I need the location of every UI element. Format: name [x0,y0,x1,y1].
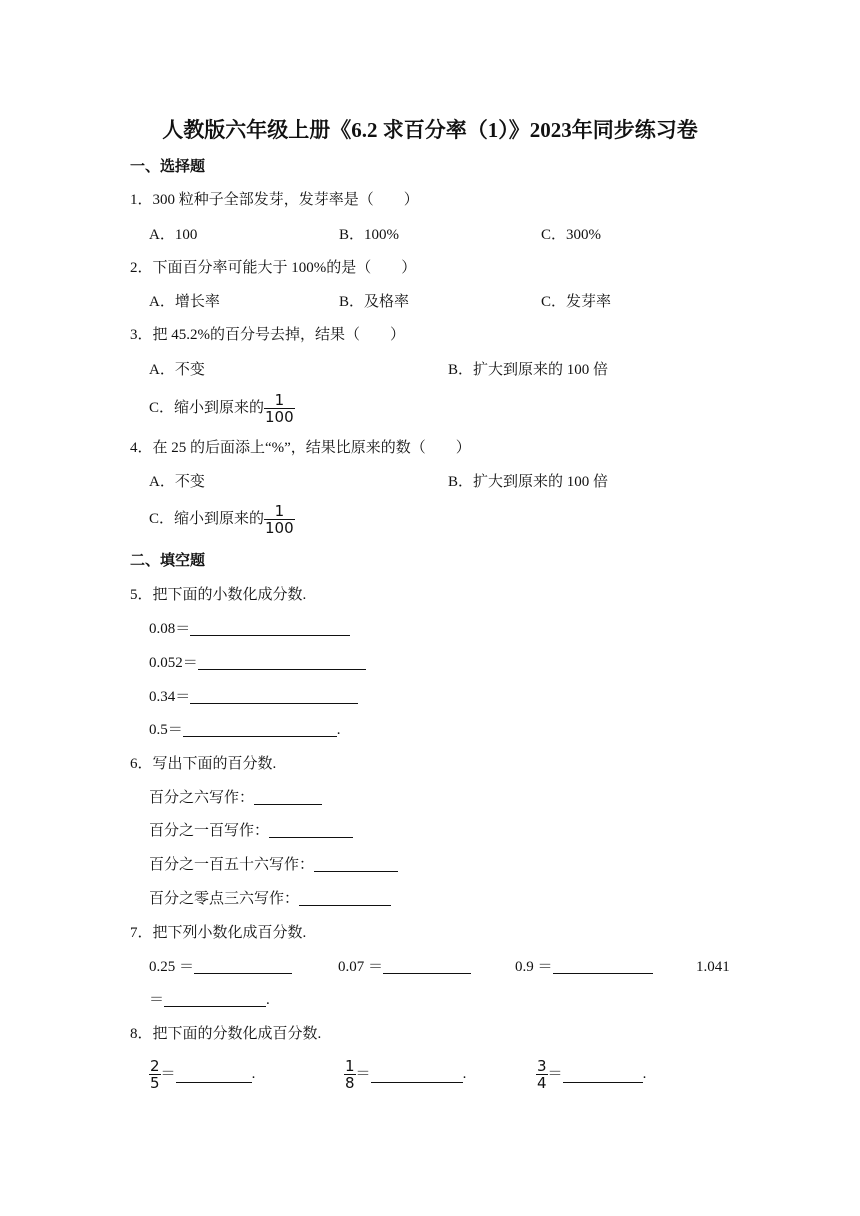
q7-item-label: 0.9 ＝ [515,959,553,975]
question-1-option-b: B．100% [339,227,400,243]
q7-item-label: 0.25 ＝ [149,959,195,975]
question-2-option-a: A．增长率 [149,294,220,310]
fraction-two-fifths [149,1058,161,1091]
equals-sign: ＝ [547,1066,563,1082]
question-3-stem: 3．把 45.2%的百分号去掉，结果（ ） [130,327,405,343]
q6-item-2 [149,821,353,841]
section-heading-choice: 一、选择题 [130,159,206,175]
question-4-option-c [149,499,295,539]
end-period: . [266,992,270,1008]
fraction-numerator: 1 [274,502,285,521]
q6-item-label: 百分之一百五十六写作： [149,857,315,873]
fraction-denominator: 100 [265,519,294,538]
question-4-option-b: B．扩大到原来的 100 倍 [448,474,609,490]
fraction-numerator: 2 [150,1056,160,1075]
fraction-numerator: 1 [345,1056,355,1075]
answer-blank[interactable] [563,1066,643,1083]
question-6-stem: 6．写出下面的百分数. [130,756,277,772]
section-heading-fill: 二、填空题 [130,553,206,569]
q8-item-2 [344,1054,466,1094]
answer-blank[interactable] [254,788,322,805]
question-1-stem: 1．300 粒种子全部发芽，发芽率是（ ） [130,192,419,208]
question-2-stem: 2．下面百分率可能大于 100%的是（ ） [130,260,417,276]
question-3-option-c [149,388,295,428]
q5-item-label: 0.34＝ [149,689,191,705]
q7-item-4-continued [149,990,270,1010]
end-period: . [642,1066,647,1082]
question-1-option-c: C．300% [541,227,602,243]
q6-item-label: 百分之一百写作： [149,823,270,839]
q7-item-3 [515,957,653,977]
equals-sign: ＝ [160,1066,176,1082]
equals-sign: ＝ [355,1066,371,1082]
q5-item-4 [149,720,341,740]
answer-blank[interactable] [194,957,292,974]
fraction-denominator: 5 [150,1073,160,1092]
answer-blank[interactable] [371,1066,463,1083]
q5-item-label: 0.052＝ [149,655,198,671]
q8-item-3 [536,1054,646,1094]
answer-blank[interactable] [314,855,398,872]
question-4-option-a: A．不变 [149,474,205,490]
q7-item-4-label: 1.041 [696,959,730,975]
page-title: 人教版六年级上册《6.2 求百分率（1）》2023年同步练习卷 [162,118,698,142]
question-7-stem: 7．把下列小数化成百分数. [130,925,307,941]
q5-item-label: 0.5＝ [149,722,183,738]
question-2-option-c: C．发芽率 [541,294,612,310]
end-period: . [251,1066,256,1082]
fraction-one-hundredth [264,392,295,425]
q5-item-2 [149,653,366,673]
q8-item-1 [149,1054,255,1094]
fraction-denominator: 4 [537,1073,547,1092]
answer-blank[interactable] [269,821,353,838]
answer-blank[interactable] [198,653,366,670]
answer-blank[interactable] [164,990,266,1007]
answer-blank[interactable] [176,1066,252,1083]
question-3-option-b: B．扩大到原来的 100 倍 [448,362,609,378]
fraction-numerator: 1 [274,391,285,410]
option-c-label: C．缩小到原来的 [149,400,265,416]
answer-blank[interactable] [383,957,471,974]
q6-item-label: 百分之六写作： [149,790,255,806]
option-c-label: C．缩小到原来的 [149,511,265,527]
answer-blank[interactable] [553,957,653,974]
question-3-option-a: A．不变 [149,362,205,378]
question-5-stem: 5．把下面的小数化成分数. [130,587,307,603]
question-1-option-a: A．100 [149,227,198,243]
equals-sign: ＝ [149,992,165,1008]
q6-item-3 [149,855,398,875]
q5-item-3 [149,687,358,707]
question-4-stem: 4．在 25 的后面添上“%”，结果比原来的数（ ） [130,440,471,456]
q7-item-1 [149,957,292,977]
answer-blank[interactable] [190,687,358,704]
q6-item-1 [149,788,322,808]
q6-item-4 [149,889,391,909]
end-period: . [462,1066,467,1082]
answer-blank[interactable] [299,889,391,906]
fraction-numerator: 3 [537,1056,547,1075]
question-2-option-b: B．及格率 [339,294,410,310]
answer-blank[interactable] [183,720,337,737]
q7-item-label: 0.07 ＝ [338,959,384,975]
answer-blank[interactable] [190,619,350,636]
q5-item-1 [149,619,350,639]
q6-item-label: 百分之零点三六写作： [149,891,300,907]
fraction-one-hundredth [264,503,295,536]
q5-item-label: 0.08＝ [149,621,191,637]
fraction-denominator: 100 [265,408,294,427]
fraction-denominator: 8 [345,1073,355,1092]
question-8-stem: 8．把下面的分数化成百分数. [130,1026,322,1042]
end-period: . [336,722,341,738]
q7-item-2 [338,957,471,977]
fraction-three-quarters [536,1058,548,1091]
fraction-one-eighth [344,1058,356,1091]
